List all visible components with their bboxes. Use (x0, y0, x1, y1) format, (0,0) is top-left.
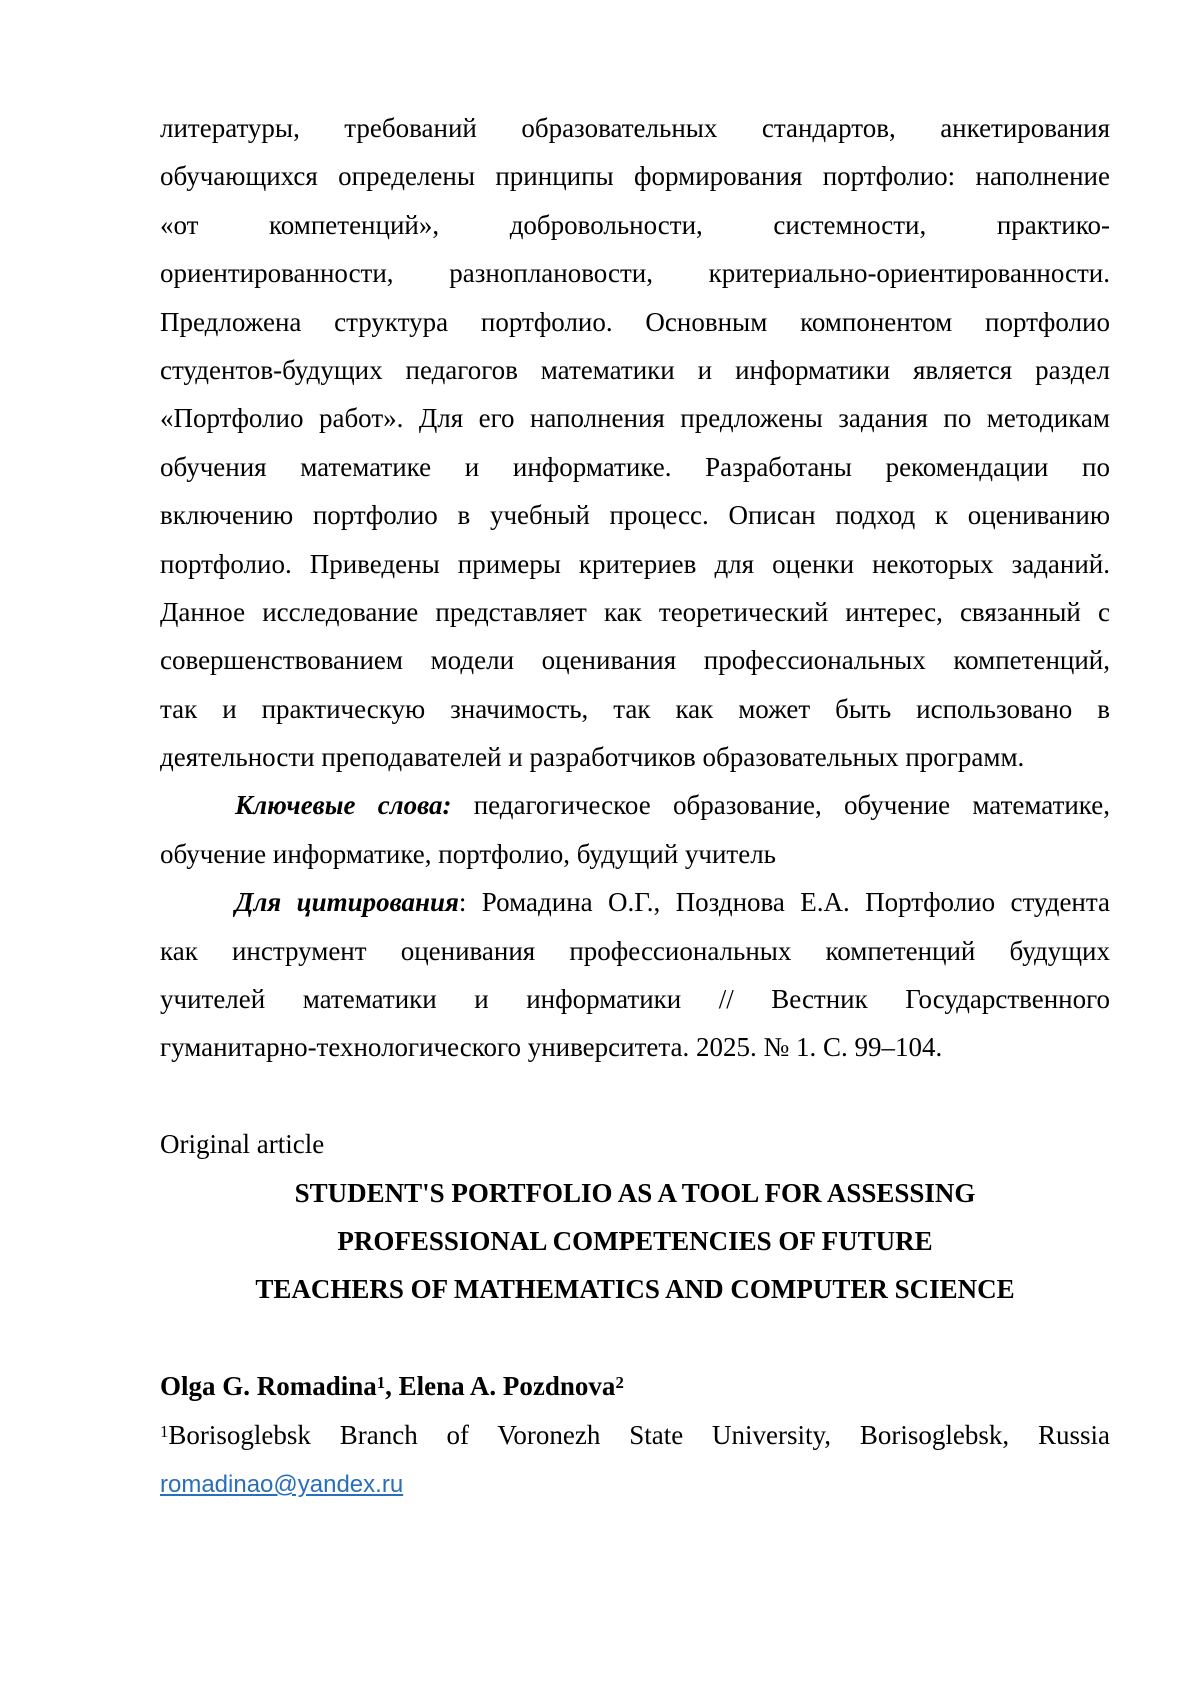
abstract-line-11: Данное исследование представляет как теоретический интерес, связанный с (160, 596, 1110, 627)
abstract-line-1: литературы, требований образовательных стандартов, анкетирования (160, 113, 1110, 143)
keywords-line-1 (160, 781, 1110, 829)
citation-line-4: гуманитарно-технологического университета. 2025. № 1. С. 99–104. (160, 1032, 943, 1063)
affiliation-text: Borisoglebsk Branch of Voronezh State University, Borisoglebsk, Russia (168, 1419, 1110, 1450)
article-type-label: Original article (160, 1129, 325, 1160)
author-2-superscript: 2 (615, 1373, 624, 1393)
citation-colon: : (458, 887, 467, 918)
abstract-line-13: так и практическую значимость, так как может быть использовано в (160, 693, 1110, 724)
citation-line-2: как инструмент оценивания профессиональных компетенций будущих (160, 935, 1110, 966)
author-email-link[interactable]: romadinao@yandex.ru (160, 1470, 404, 1498)
abstract-line-8: обучения математике и информатике. Разработаны рекомендации по (160, 451, 1110, 482)
abstract-line-7: «Портфолио работ». Для его наполнения предложены задания по методикам (160, 403, 1110, 434)
english-title-line-1: STUDENT'S PORTFOLIO AS A TOOL FOR ASSESSING (294, 1177, 976, 1208)
email-line (160, 1459, 1110, 1507)
affiliation-superscript: 1 (160, 1421, 169, 1441)
abstract-line-9: включению портфолио в учебный процесс. Описан подход к оцениванию (160, 500, 1110, 531)
affiliation-line (160, 1411, 1110, 1459)
keywords-text: педагогическое образование, обучение математике, (451, 790, 1110, 821)
abstract-line-3: «от компетенций», добровольности, системности, практико- (160, 209, 1110, 240)
authors-line (160, 1362, 1110, 1410)
citation-line-3: учителей математики и информатики // Вестник Государственного (160, 984, 1110, 1015)
blank-line (160, 1072, 1110, 1120)
author-1-superscript: 1 (376, 1373, 386, 1393)
citation-label: Для цитирования (235, 887, 459, 918)
keywords-line-2: обучение информатике, портфолио, будущий учитель (160, 838, 776, 869)
citation-line-1 (160, 878, 1110, 926)
author-2-name: Elena A. Pozdnova (398, 1371, 616, 1402)
blank-line (160, 1314, 1110, 1362)
abstract-line-6: студентов-будущих педагогов математики и информатики является раздел (160, 354, 1110, 385)
keywords-label: Ключевые слова: (235, 790, 452, 821)
citation-text: Ромадина О.Г., Позднова Е.А. Портфолио студента (466, 887, 1110, 918)
abstract-line-4: ориентированности, разноплановости, критериально-ориентированности. (160, 258, 1110, 289)
authors-separator: , (385, 1371, 399, 1402)
english-title-line-2: PROFESSIONAL COMPETENCIES OF FUTURE (337, 1225, 933, 1256)
author-1-name: Olga G. Romadina (160, 1371, 377, 1402)
abstract-line-5: Предложена структура портфолио. Основным компонентом портфолио (160, 306, 1110, 337)
abstract-line-10: портфолио. Приведены примеры критериев для оценки некоторых заданий. (160, 548, 1110, 579)
abstract-line-2: обучающихся определены принципы формирования портфолио: наполнение (160, 161, 1110, 192)
abstract-line-12: совершенствованием модели оценивания профессиональных компетенций, (160, 645, 1110, 676)
abstract-line-14: деятельности преподавателей и разработчиков образовательных программ. (160, 742, 1025, 773)
english-title-line-3: TEACHERS OF MATHEMATICS AND COMPUTER SCIENCE (255, 1274, 1015, 1305)
